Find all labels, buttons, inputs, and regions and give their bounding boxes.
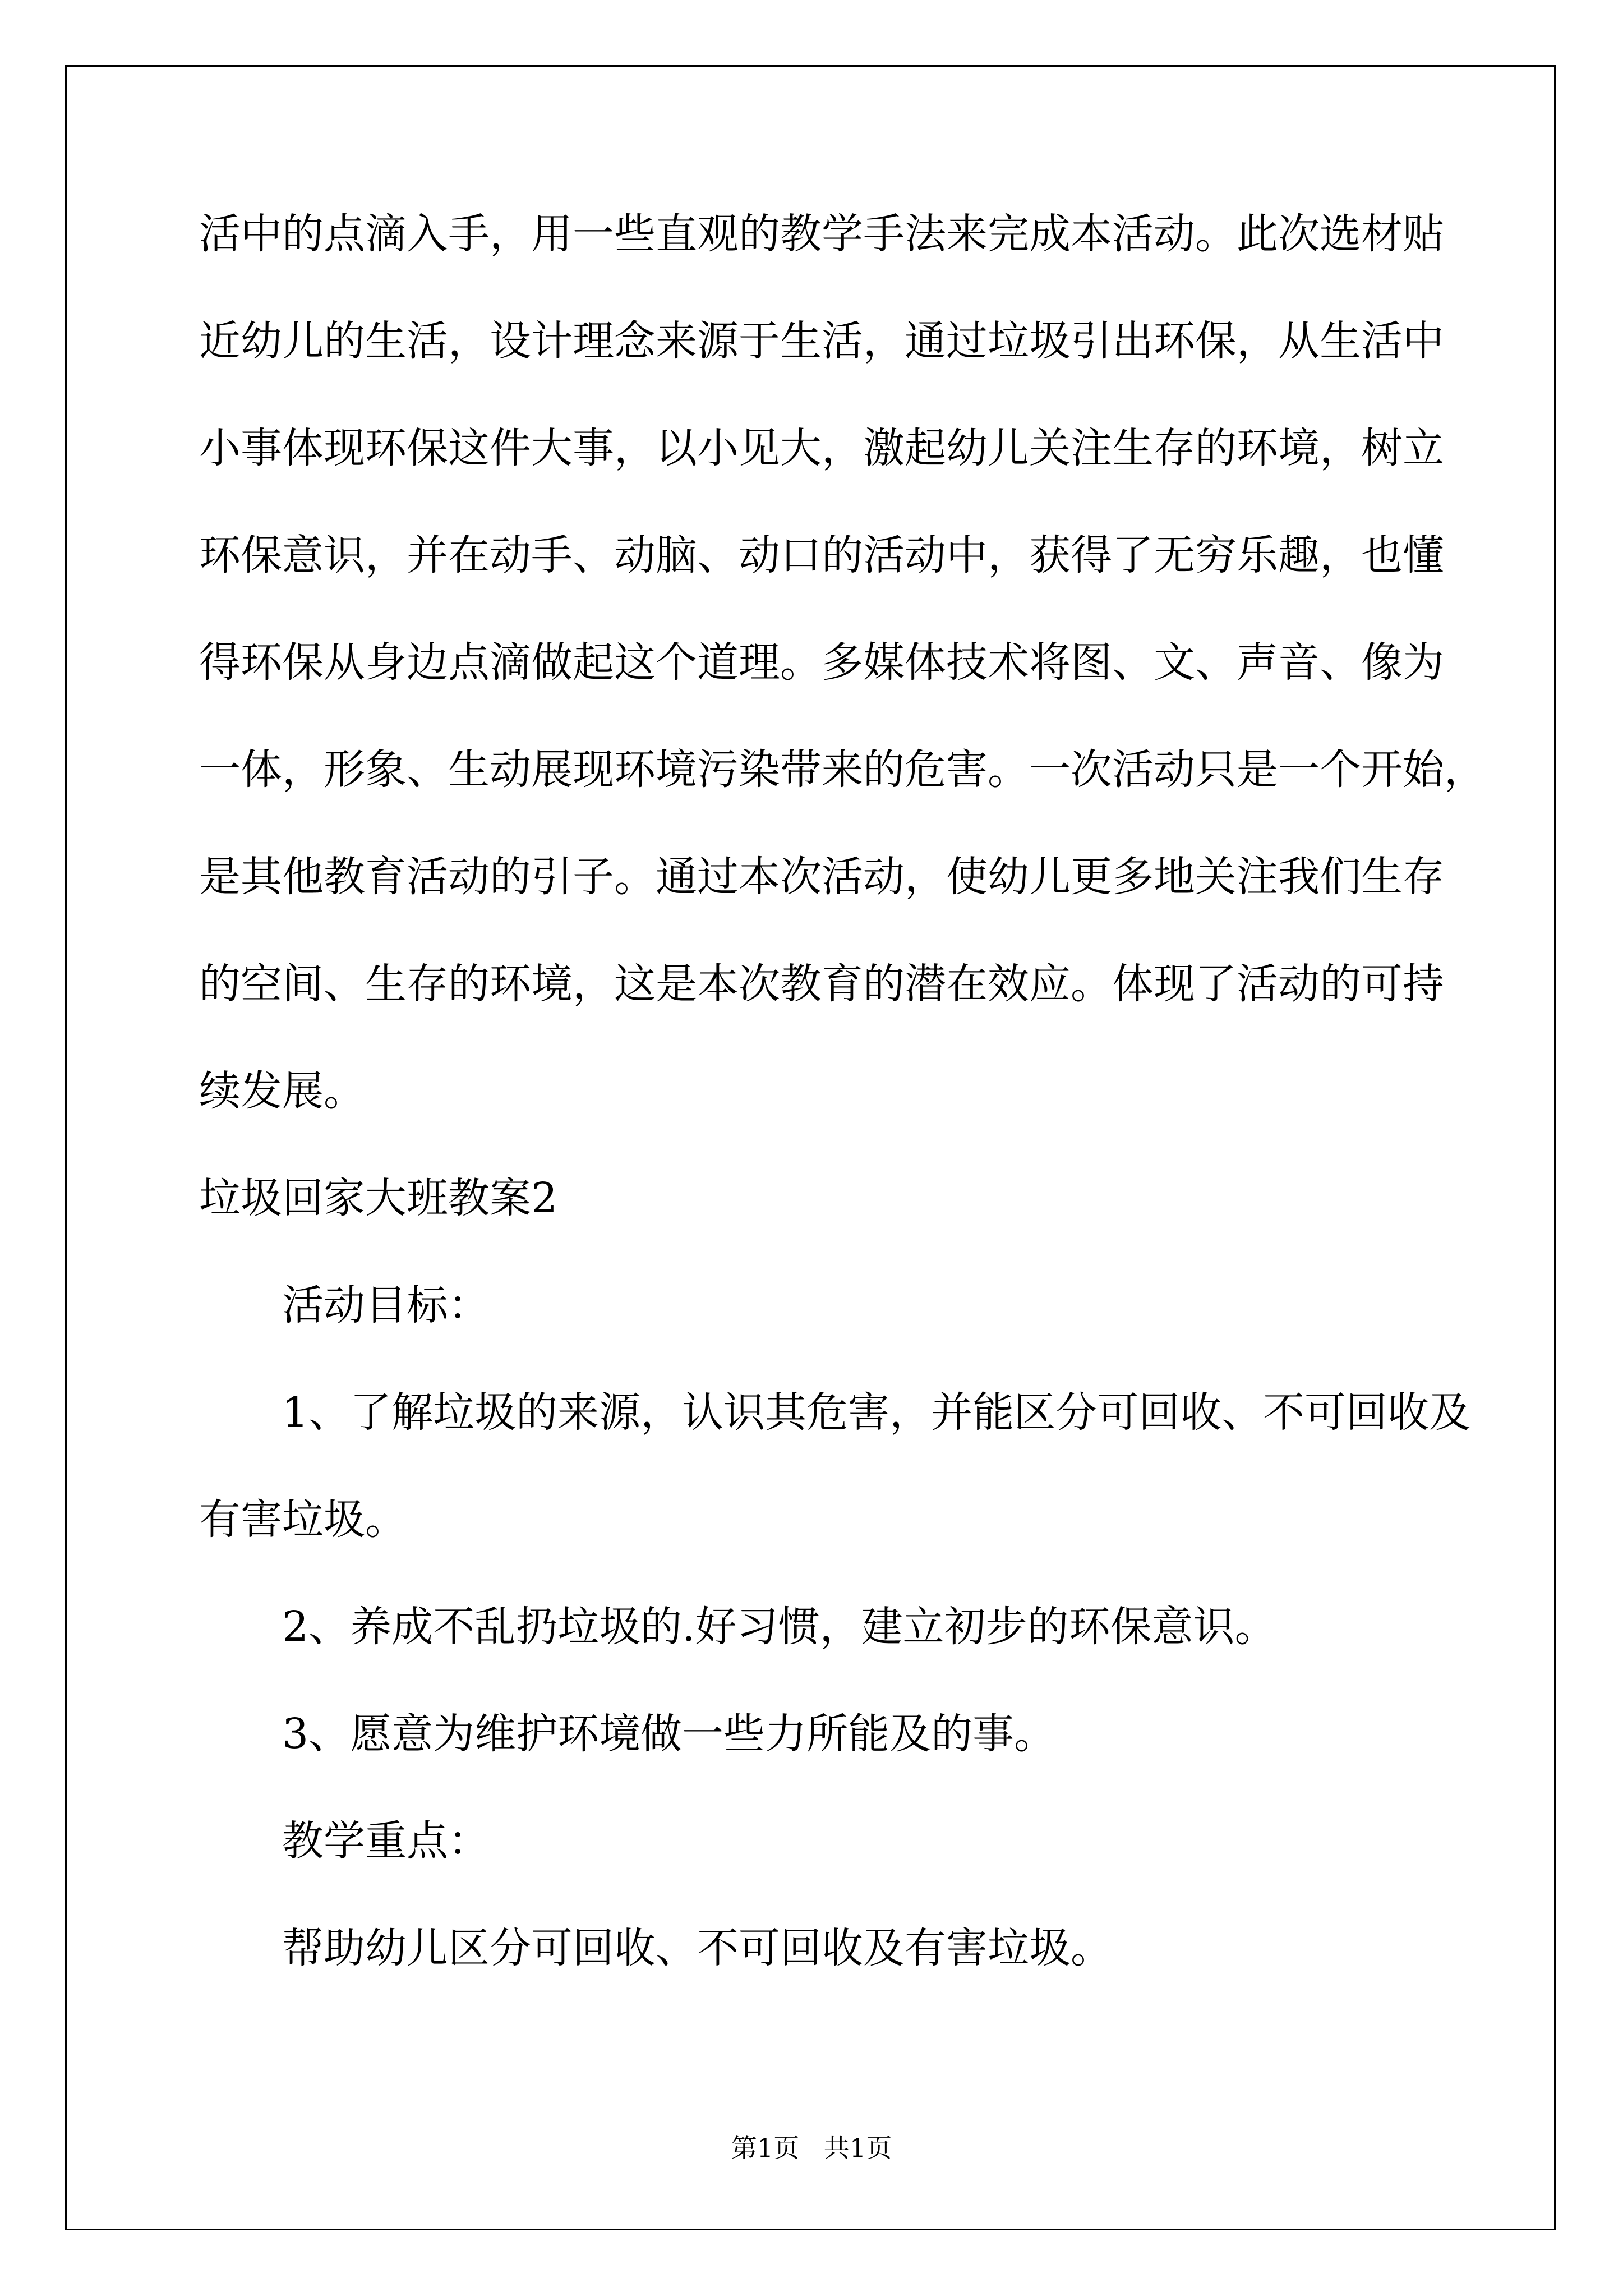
goal-item-3: 3、愿意为维护环境做一些力所能及的事。	[282, 1710, 1056, 1758]
section-heading: 垃圾回家大班教案2	[199, 1174, 558, 1222]
goal-item-1: 1、了解垃圾的来源，认识其危害，并能区分可回收、不可回收及	[282, 1388, 1471, 1437]
document-body	[199, 210, 1486, 2035]
page-number-footer: 第1页 共1页	[731, 2133, 892, 2163]
subheading-teaching-focus: 教学重点：	[282, 1817, 490, 1865]
teaching-focus-text: 帮助幼儿区分可回收、不可回收及有害垃圾。	[282, 1924, 1112, 1972]
text-line: 得环保从身边点滴做起这个道理。多媒体技术将图、文、声音、像为	[199, 638, 1444, 687]
text-line: 活中的点滴入手，用一些直观的教学手法来完成本活动。此次选材贴	[199, 210, 1444, 258]
text-line: 小事体现环保这件大事，以小见大，激起幼儿关注生存的环境，树立	[199, 424, 1444, 472]
text-line: 近幼儿的生活，设计理念来源于生活，通过垃圾引出环保，从生活中	[199, 317, 1444, 365]
subheading-activity-goals: 活动目标：	[282, 1281, 490, 1329]
text-line: 续发展。	[199, 1067, 365, 1115]
text-line: 环保意识，并在动手、动脑、动口的活动中，获得了无穷乐趣，也懂	[199, 531, 1444, 579]
goal-item-2: 2、养成不乱扔垃圾的.好习惯，建立初步的环保意识。	[282, 1603, 1276, 1651]
goal-item-1-continued: 有害垃圾。	[199, 1496, 407, 1544]
text-line: 是其他教育活动的引子。通过本次活动，使幼儿更多地关注我们生存	[199, 853, 1444, 901]
text-line: 一体，形象、生动展现环境污染带来的危害。一次活动只是一个开始，	[199, 746, 1486, 794]
text-line: 的空间、生存的环境，这是本次教育的潜在效应。体现了活动的可持	[199, 960, 1444, 1008]
